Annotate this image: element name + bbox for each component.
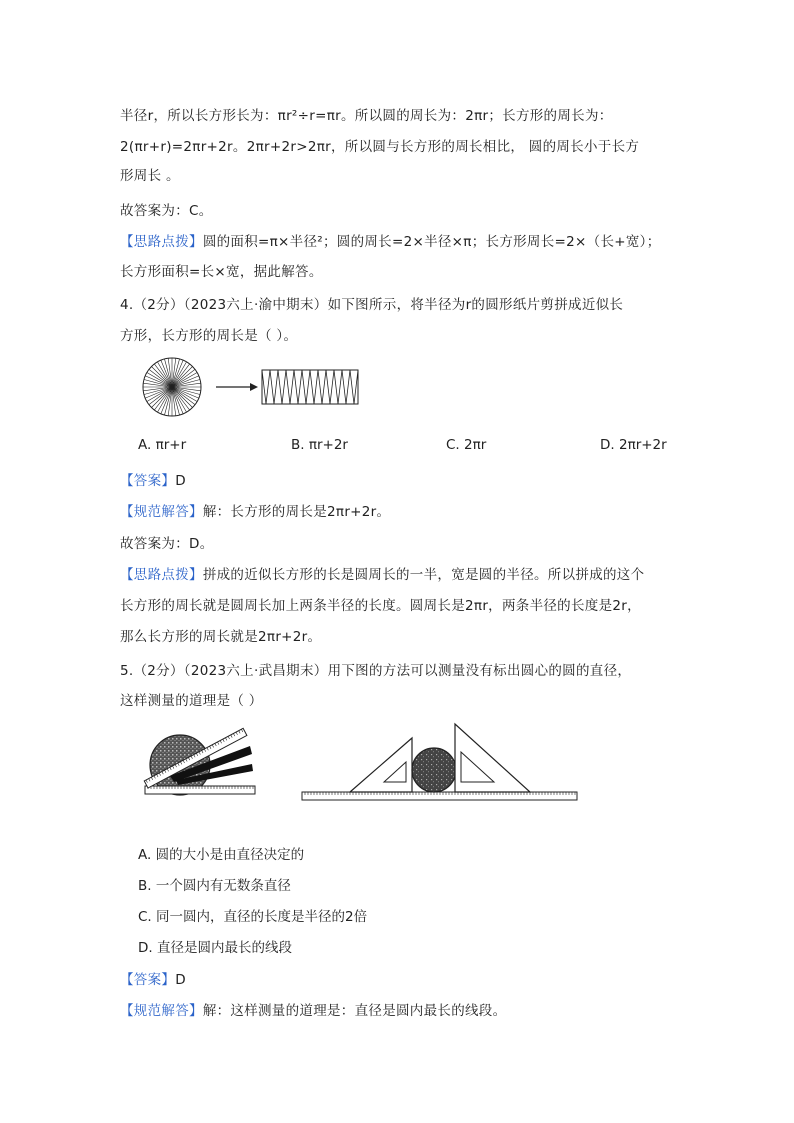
question-5-stem: 这样测量的道理是（ ） [120, 693, 263, 709]
answer-tag: 【答案】 [120, 972, 176, 988]
question-4-stem: 方形，长方形的周长是（ ）。 [120, 328, 298, 344]
question-5-stem: 5.（2分）（2023六上·武昌期末）用下图的方法可以测量没有标出圆心的圆的直径， [120, 663, 632, 679]
hint-tag: 【思路点拨】 [120, 234, 203, 250]
option-a: A. 圆的大小是由直径决定的 [138, 847, 305, 863]
solution-text: 解：长方形的周长是2πr+2r。 [202, 504, 391, 520]
hint-line: 长方形的周长就是圆周长加上两条半径的长度。圆周长是2πr，两条半径的长度是2r， [120, 598, 641, 614]
option-c: C. 2πr [446, 437, 487, 453]
conclusion-line: 故答案为：D。 [120, 536, 214, 552]
measured-circle [412, 748, 456, 792]
solution-text: 解：这样测量的道理是：直径是圆内最长的线段。 [202, 1003, 507, 1019]
conclusion-line: 故答案为：C。 [120, 203, 213, 219]
answer-line [120, 968, 186, 988]
paragraph-line: 2(πr+r)=2πr+2r。2πr+2r>2πr，所以圆与长方形的周长相比， 圆的周长小于长方 [120, 139, 640, 155]
option-d: D. 2πr+2r [600, 437, 667, 453]
question-4-stem: 4.（2分）（2023六上·渝中期末）如下图所示，将半径为r的圆形纸片剪拼成近似长 [120, 297, 624, 313]
option-c: C. 同一圆内，直径的长度是半径的2倍 [138, 909, 368, 925]
circle-to-rectangle-figure [140, 356, 380, 418]
option-a: A. πr+r [138, 437, 187, 453]
option-d: D. 直径是圆内最长的线段 [138, 940, 292, 956]
solution-tag: 【规范解答】 [120, 1003, 203, 1019]
option-b: B. 一个圆内有无数条直径 [138, 878, 291, 894]
option-b: B. πr+2r [291, 437, 348, 453]
solution-line [120, 500, 390, 520]
sector-circle [143, 358, 201, 416]
answer-tag: 【答案】 [120, 473, 176, 489]
hint-line: 长方形面积=长×宽，据此解答。 [120, 264, 323, 280]
solution-line [120, 999, 506, 1019]
hint-tag: 【思路点拨】 [120, 567, 203, 583]
answer-value: D [175, 972, 186, 988]
setsquare-group [302, 724, 577, 800]
arrow-head [250, 383, 258, 391]
answer-line [120, 469, 186, 489]
hint-line [120, 230, 661, 250]
hint-text: 拼成的近似长方形的长是圆周长的一半，宽是圆的半径。所以拼成的这个 [202, 567, 645, 583]
ruler-circle-group [144, 728, 255, 795]
paragraph-line: 形周长 。 [120, 168, 180, 184]
base-ruler [145, 786, 255, 794]
paragraph-line: 半径r，所以长方形长为：πr²÷r=πr。所以圆的周长为：2πr；长方形的周长为： [120, 108, 613, 124]
hint-line: 那么长方形的周长就是2πr+2r。 [120, 629, 322, 645]
hint-text: 圆的面积=π×半径²；圆的周长=2×半径×π；长方形周长=2×（长+宽）； [202, 234, 661, 250]
diameter-measurement-figure [140, 718, 590, 806]
hint-line [120, 563, 644, 583]
answer-value: D [175, 473, 186, 489]
solution-tag: 【规范解答】 [120, 504, 203, 520]
